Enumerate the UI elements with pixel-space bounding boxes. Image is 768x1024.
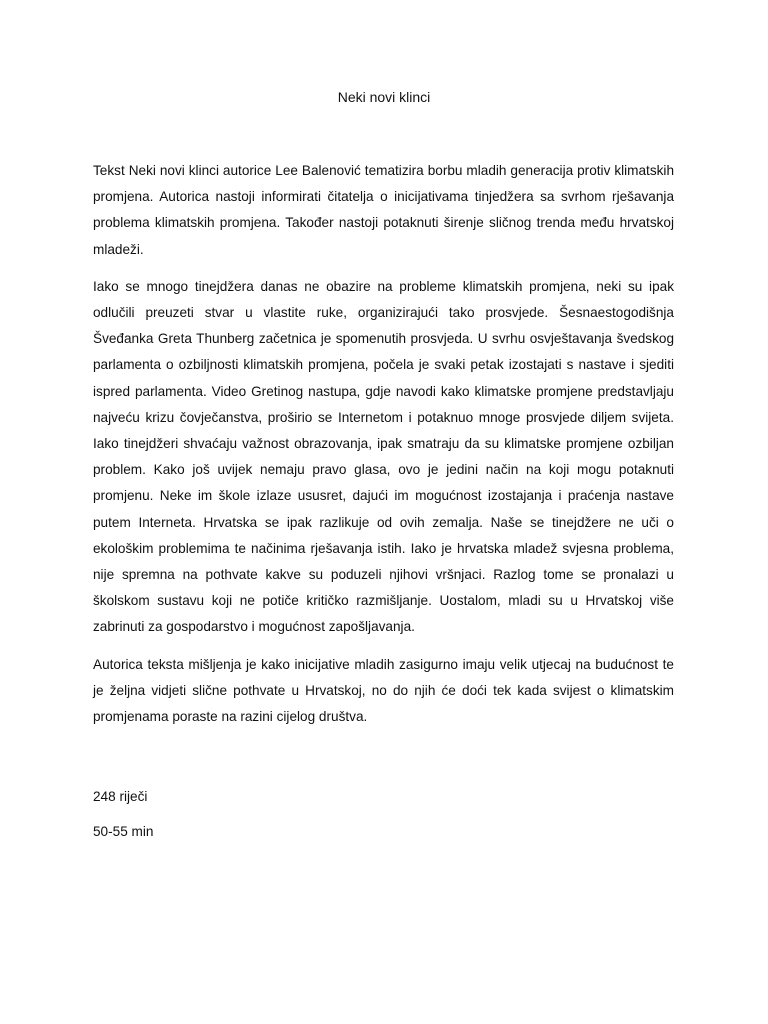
document-body bbox=[93, 158, 674, 741]
paragraph-conclusion: Autorica teksta mišljenja je kako inicijative mladih zasigurno imaju velik utjecaj na budućnost te je željna vidjeti slične pothvate u Hrvatskoj, no do njih će doći tek kada svijest o klimatskim promjenama poraste na razini cijelog društva. bbox=[93, 656, 674, 725]
paragraph-intro: Tekst Neki novi klinci autorice Lee Balenović tematizira borbu mladih generacija protiv klimatskih promjena. Autorica nastoji informirati čitatelja o inicijativama tinjedžera sa svrhom rješavanja problema klimatskih promjena. Također nastoji potaknuti širenje sličnog trenda među hrvatskoj mladeži. bbox=[93, 163, 674, 257]
paragraph-main: Iako se mnogo tinejdžera danas ne obazire na probleme klimatskih promjena, neki su ipak odlučili preuzeti stvar u vlastite ruke, organizirajući tako prosvjede. Šesnaestogodišnja Šveđanka Greta Thunberg začetnica je spomenutih prosvjeda. U svrhu osvještavanja švedskog parlamenta o ozbiljnosti klimatskih promjena, počela je svaki petak izostajati s nastave i sjediti ispred parlamenta. Video Gretinog nastupa, gdje navodi kako klimatske promjene predstavljaju najveću krizu čovječanstva, proširio se Internetom i potaknuo mnoge prosvjede diljem svijeta. Iako tinejdžeri shvaćaju važnost obrazovanja, ipak smatraju da su klimatske promjene ozbiljan problem. Kako još uvijek nemaju pravo glasa, ovo je jedini način na koji mogu potaknuti promjenu. Neke im škole izlaze ususret, dajući im mogućnost izostajanja i praćenja nastave putem Interneta. Hrvatska se ipak razlikuje od ovih zemalja. Naše se tinejdžere ne uči o ekološkim problemima te načinima rješavanja istih. Iako je hrvatska mladež svjesna problema, nije spremna na pothvate kakve su poduzeli njihovi vršnjaci. Razlog tome se pronalazi u školskom sustavu koji ne potiče kritičko razmišljanje. Uostalom, mladi su u Hrvatskoj više zabrinuti za gospodarstvo i mogućnost zapošljavanja. bbox=[93, 278, 674, 635]
document-title: Neki novi klinci bbox=[337, 89, 431, 105]
duration: 50-55 min bbox=[93, 824, 154, 839]
word-count: 248 riječi bbox=[93, 789, 148, 804]
